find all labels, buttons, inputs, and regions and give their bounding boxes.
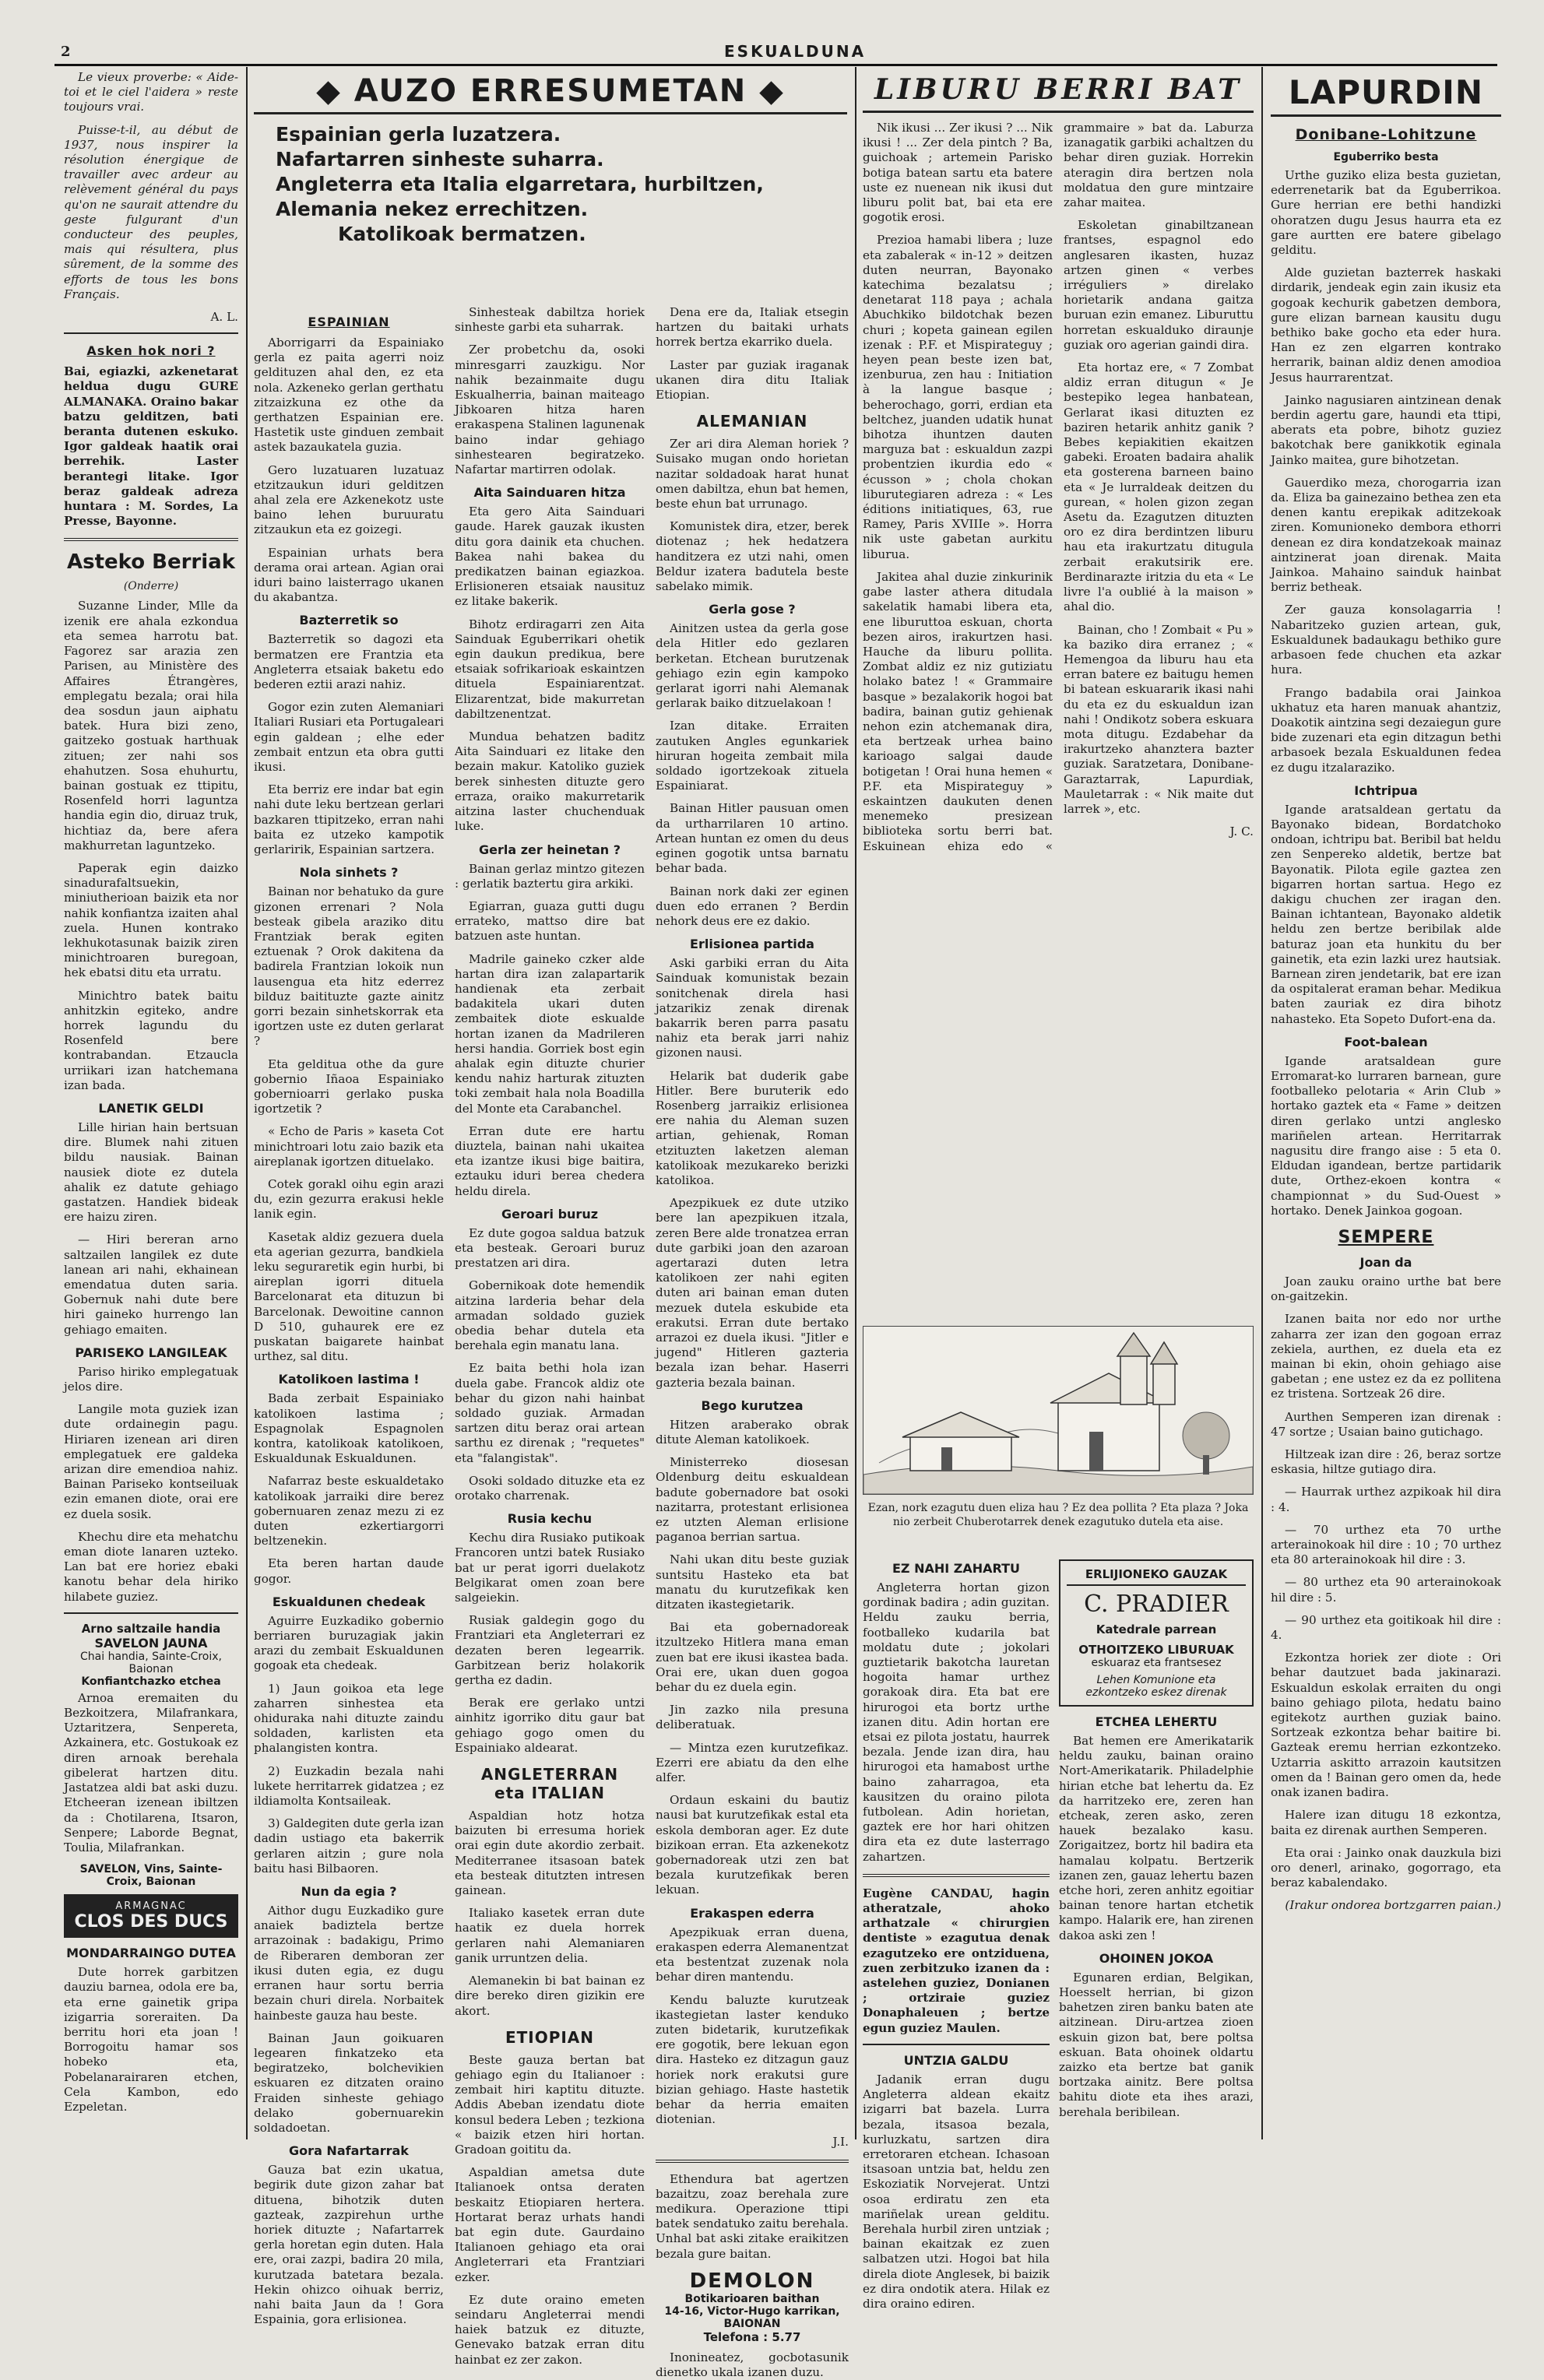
article-text: Bainan gerlaz mintzo gitezen : gerlatik baztertu gira arkiki. [455, 861, 645, 891]
article-text: Aithor dugu Euzkadiko gure anaiek badiztela bertze arrazoinak : badakigu, Primo de Riberaren demboran zer ikusi duten egia, ez dugu erranen haur sortu berria bezain churi direla. Norbaitek hainbeste gauza hau beste. [254, 1904, 444, 2023]
article-text: Joan zauku oraino urthe bat bere on-gaitzekin. [1271, 1274, 1501, 1304]
column-5 [863, 70, 1254, 1316]
demolon-address: 14-16, Victor-Hugo karrikan, BAIONAN [664, 2304, 840, 2330]
article-text: Laster par guziak iraganak ukanen dira ditu Italiak Etiopian. [656, 357, 849, 403]
column-rule [855, 67, 856, 2139]
article-text: Jakitea ahal duzie zinkurinik gabe laster athera ditudala sakelatik hamabi libera eta, ene liburuttoa eskuan, chorta bezen airos, irakurtzen hasi. Hauche da liburu pollita. Zombat aldiz ez niz gutiziatu holako batez ! « Grammaire basque » bezalakorik hogoi bat badira, bainan gutiz gehienak nehon ezin atchemanak dira, eta bertzeak urhea baino karioago salgai daude botigetan ! Orai huna hemen « P.F. eta Mispirateguy » eskaintzen daukuten denen menemeko presizean biblioteka sortu berri bat. Eskuinean ehiza edo « grammaire » bat da. Laburza izanagatik garbiki achaltzen du behar diren guziak. Horrekin ateragin dira bertzen nola moldatua den gure mintzaire zahar maitea. [863, 121, 1254, 853]
article-text: Bihotz erdiragarri zen Aita Sainduak Eguberrikari ohetik egin daukun predikua, bere etsaiak sofrikarioak eskaintzen dituela Espainiarentzat. Elizarentzat, bide makurretan dabiltzenentzat. [455, 617, 645, 721]
article-text: Urthe guziko eliza besta guzietan, ederrenetarik bat da Eguberrikoa. Gure herrian ere bethi handizki ohoratzen dugu Jesus haurra eta ez gare aurtten ere batere gibelago gelditu. [1271, 168, 1501, 258]
article-text: Minichtro batek baitu anhitzkin egiteko, andre horrek lagundu du Rosenfeld bere kontrabandan. Etzaucla urriikari izan hatchemana izan bada. [64, 988, 238, 1092]
section-title: Nola sinhets ? [299, 865, 399, 881]
intro-text: Puisse-t-il, au début de 1937, nous inspirer la résolution énergique de travailler avec ardeur au relèvement général du pays qu'on ne saurait attendre du geste fulgurant d'un conducteur des peuples, mais qui résultera, plus sûrement, de la somme des efforts de tous les bons Français. [64, 122, 238, 301]
column-1 [64, 70, 238, 2139]
article-text: Eta berriz ere indar bat egin nahi dute leku bertzean gerlari bazkaren ttipitzeko, erran nahi baita ez utzeko kampotik gerlaririk, Espainian sartzera. [254, 782, 444, 857]
pradier-note: Lehen Komunione eta ezkontzeko eskez direnak [1085, 1674, 1227, 1699]
article-text: Bai eta gobernadoreak itzultzeko Hitlera mana eman zuen bat ere ikusi ikastea bada. Orai ere, ukan duen gogoa behar du ez duela egin. [656, 1620, 849, 1695]
church-drawing-icon [863, 1327, 1253, 1494]
article-text: Sinhesteak dabiltza horiek sinheste garbi eta suharrak. [455, 305, 645, 335]
article-text: Egunaren erdian, Belgikan, Hoesselt herrian, bi gizon bahetzen ziren banku baten ate aitzinean. Diru-artzea zioen eskuin gizon bat, bere poltsa eskuan. Bata ohoinek oldartu zaizko eta bertze bat ganik bortzaka ainitz. Bere poltsa bahitu diote eta ihes arazi, berehala beribilean. [1059, 1970, 1254, 2119]
divider [1271, 114, 1501, 117]
article-text: Hiltzeak izan dire : 26, beraz sortze eskasia, hiltze gutiago dira. [1271, 1447, 1501, 1477]
headline-banner [254, 122, 847, 247]
section-title: Erlisionea partida [690, 937, 814, 952]
article-text: Ez baita bethi hola izan duela gabe. Francok aldiz ote behar du gizon nahi hainbat soldado guziak. Armadan sartzen ditu beraz orai artean sarthu ez direnak ; "requetes" eta "falangistak". [455, 1361, 645, 1465]
article-text: Halere izan ditugu 18 ezkontza, baita ez direnak aurthen Semperen. [1271, 1808, 1501, 1837]
article-text: Igande aratsaldean gure Erromarat-ko lurraren barnean, gure footballeko pelotaria « Arin Club » hortako gaztek eta « Fame » deitzen diren gerlako untzi anglesko mariñelen artean. Herritarrak nagusitu dire frango aise : 5 eta 0. Eldudan igandean, bertze partidarik dute, Orthez-ekoen kontra « championnat » du Sud-Ouest » hortako. Denek Jainkoa gogoan. [1271, 1053, 1501, 1218]
section-title: Ichtripua [1354, 782, 1418, 798]
article-text: Lille hirian hain bertsuan dire. Blumek nahi zituen bildu nausiak. Bainan nausiek diote ez dutela ahalik ez datute gehiago gastatzen. Handiek bideak ere haizu ziren. [64, 1120, 238, 1225]
section-title: Foot-balean [1344, 1034, 1428, 1049]
article-text: Bainan Jaun goikuaren legearen finkatzeko eta begiratzeko, bolchevikien eskuaren ez ditzaten oraino Fraiden sinheste gehiago delako gobernuarekin soldadoetan. [254, 2030, 444, 2135]
section-title: Bazterretik so [299, 613, 399, 628]
article-text: Jin zazko nila presuna deliberatuak. [656, 1703, 849, 1732]
column-3 [455, 305, 645, 2367]
page-number: 2 [61, 44, 71, 60]
ad-sub: Konfiantchazko etchea [81, 1675, 221, 1688]
diamond-icon: ◆ [759, 73, 785, 109]
article-text: Zer ari dira Aleman horiek ? Suisako mugan ondo horietan nazitar soldadoak harat hunat omen dabiltza, ehun bat hemen, beste ehun bat urrunago. [656, 437, 849, 512]
article-text: Aski garbiki erran du Aita Sainduak komunistak bezain sonitchenak direla hasi jatzarikiz zenak direnak bakarrik beren parra pasatu nahiz eta berak jarri nahiz gizonen nausi. [656, 956, 849, 1060]
article-text: Dute horrek garbitzen dauziu barneа, odola ere ba, eta erne gainetik gripa izigarria soreraiten. Da berritu hori eta joan ! Borrogoitu hamar sos hobeko eta, Pobelanarairaren etchen, Cela Kambon, edo Ezpeletan. [64, 1965, 238, 2114]
article-text: — 90 urthez eta goitikoak hil dire : 4. [1271, 1612, 1501, 1643]
article-text: Komunistek dira, etzer, berek diotenaz ; hek hedatzera handitzera ez utzi nahi, omen Beldur izatera badutela beste sabelako mimik. [656, 519, 849, 594]
article-text: Nafarraz beste eskualdetako katolikoak jarraiki dire berez gobernuaren zenaz mezu zi ez duten ezkertiargorri beltzenekin. [254, 1474, 444, 1549]
pradier-address: Katedrale parrean [1096, 1622, 1217, 1636]
article-text: — 70 urthez eta 70 urthe arterainokoak hil dire : 10 ; 70 urthez eta 80 arterainokoak hil dire : 3. [1271, 1522, 1501, 1567]
intro-sign: A. L. [210, 310, 238, 325]
ad-name: SAVELON JAUNA [94, 1635, 208, 1651]
divider [64, 1612, 238, 1614]
article-text: Bazterretik so dagozi eta bermatzen ere Frantzia eta Angleterra etsaiak baketu edo bederen eztii arazi nahiz. [254, 632, 444, 692]
pradier-lang: eskuaraz eta frantsesez [1091, 1657, 1222, 1669]
armagnac-main: CLOS DES DUCS [74, 1912, 228, 1932]
section-title: Eskualdunen chedeak [272, 1594, 426, 1609]
column-6 [1271, 70, 1501, 2139]
column-4 [656, 305, 849, 2379]
article-text: Gero luzatuaren luzatuaz etzitzaukun iduri gelditzen ahal zela ere Azkenekotz uste baino lehen buruuratu zitzaukun eta ez goizegi. [254, 462, 444, 537]
article-text: Dena ere da, Italiak etsegin hartzen du baitaki urhats horrek bertza ekarriko duela. [656, 305, 849, 350]
article-text: Eta beren hartan daude gogor. [254, 1556, 444, 1586]
article-text: Bainan, cho ! Zombait « Pu » ka baziko dira erranez ; « Hemengoa da liburu hau eta erran batere ez baitugu hemen bi batean eskuararik ikasi nahi du eta ez du eskualdun izan nahi ! Ondikotz sobera eskuara mota ditugu. Ezdabehar da irakurtzeko ahanztera bazter guziak. Saratzetara, Donibane-Garaztarrak, Lapurdiak, Mauletarrak : « Nik maite dut larrek », etc. [1064, 622, 1254, 816]
article-text: Egiarran, guaza gutti dugu errateko, mattso dire bat batzuen aste huntan. [455, 898, 645, 944]
section-title: Nun da egia ? [301, 1884, 397, 1900]
article-text: Kechu dira Rusiako putikoak Francoren untzi batek Rusiako bat ur perat igorri duelakotz Belgikarat omen zoan bere salgeiekin. [455, 1531, 645, 1605]
article-text: Aguirre Euzkadiko gobernio berriaren buruzagiak jakin arazi du zembait Eskualdunen gogoak eta chedeak. [254, 1613, 444, 1673]
article-text: Eta orai : Jainko onak dauzkula bizi oro denerl, arinako, gogorrago, eta beraz kabalendako. [1271, 1845, 1501, 1890]
column-2 [254, 305, 444, 2327]
section-title: LAPURDIN [1288, 73, 1484, 111]
section-title: ESPAINIAN [308, 315, 390, 329]
article-text: Frango badabila orai Jainkoa ukhatuz eta haren manuak ahantziz, Doakotik aintzina segi dezaiegun gure bide zuzenari eta egin ditzagun bethi arbasoek bezala Eskualdunen fedea ez dugu itzalaraziko. [1271, 685, 1501, 775]
article-text: Rusiak galdegin gogo du Frantziari eta Angleterrari ez dezaten beren legearrik. Garbitzean beriz holakorik gertha ez dadin. [455, 1613, 645, 1688]
section-title: ANGLETERRAN [480, 1765, 619, 1784]
article-text: 2) Euzkadin bezala nahi lukete herritarrek gidatzea ; ez ildiamolta Kontsaileak. [254, 1763, 444, 1809]
article-text: Bat hemen ere Amerikatarik heldu zauku, bainan oraino Nort-Amerikatarik. Philadelphie hirian etche bat lehertu da. Ez da harritzeko ere, zeren han etcheak, zeren asko, zeren hauek bezalako kasu. Zorigaitzez, bortz hil badira eta hamalau kolpatu. Bertzerik izanen zen, gauaz lehertu bazen etche hori, zeren anhitz egoitiar bainan tenore hartan etchetik kampo. Halarik ere, han zirenen dakoa aski zen ! [1059, 1734, 1254, 1942]
ad-address: Chai handia, Sainte-Croix, Baionan [80, 1650, 222, 1675]
article-text: Langile mota guziek izan dute ordainegin pagu. Hiriaren izenean ari diren emplegatuek ere galdeka arizan dire emendioa nahiz. Bainan Pariseko kontseiluak ezin emanen diote, orai ere ez duela sosik. [64, 1402, 238, 1521]
article-text: Eskoletan ginabiltzanean frantses, espagnol edo anglesaren ikasten, huzaz artzen ginen « verbes irréguliers » direlako horietarik andana gaitza buruan ezin emanez. Liburuttu horretan eskualduko diraunje guziak oro agerian gaindi dira. [1064, 218, 1254, 352]
article-text: Jainko nagusiaren aintzinean denak berdin agertu gare, haundi eta ttipi, aberats eta pobre, bihotz guziez bakotchak bere ganikkotik eginala Jainko maitea, gure bihotzetan. [1271, 392, 1501, 467]
article-text: Gauza bat ezin ukatua, begirik dute gizon zahar bat dituena, bihotzik duten gazteak, zazpirehun urthe horiek dituzte ; Nafartarrek gerla horetan egin duten. Hala ere, orai zazpi, badira 20 mila, kurutzada batetara bezala. Hekin ohizco oihuak berriz, nahi baita Jaun da ! Gora Espainia, gora erlisionea. [254, 2163, 444, 2327]
section-title: Gerla gose ? [709, 602, 796, 617]
article-text: Bada zerbait Espainiako katolikoen lastima ; Espagnolak Espagnolen kontra, katolikoak katolikoen, Eskualdunak Eskualdunen. [254, 1391, 444, 1466]
demolon-phone: Telefona : 5.77 [703, 2329, 801, 2344]
section-sub: (Onderre) [123, 580, 179, 593]
article-text: Osoki soldado dituzke eta ez orotako charrenak. [455, 1473, 645, 1503]
divider [64, 332, 238, 334]
section-title: Geroari buruz [501, 1206, 599, 1222]
article-text: Apezpikuak erran duena, erakaspen ederra Alemanentzat eta bestentzat zuzenak nola behar diren mantendu. [656, 1925, 849, 1985]
article-text: Bainan Hitler pausuan omen da urtharrilaren 10 artino. Artean huntan ez omen du deus eginen gogotik untsa barnatu behar bada. [656, 801, 849, 876]
article-text: Aspaldian hotz hotza baizuten bi erresuma horiek orai egin dute akordio zerbait. Mediterranee itsasoan batek eta besteak ditutzten intresen gainean. [455, 1809, 645, 1898]
article-text: Prezioa hamabi libera ; luze eta zabalerak « in-12 » deitzen duten neurran, Bayonako katechima bezalatsu ; denetarat 118 paya ; achala Abuchkiko bildotchak bezen churi ; kopeta gainean egilen izenak : P.F. et Mispirateguy ; heyen pean beste izen bat, izenburua, zen hau : Initiation à la langue basque ; beherochago, gorri, erdian eta beltchez, juanden udatik hunat bihotza ihuntzen dauten marguza bat : eskualdun zazpi probentzien ikurdia edo « écusson » ; chola chokan liburutegiaren adreza : « Les éditions initiatiques, 63, rue Ramey, Paris XVIIIe ». Horra nik uste gabetan aurkitu liburua. [863, 233, 1053, 561]
article-text: Mundua behatzen baditz Aita Sainduari ez litake den bezain makur. Katoliko guziek berek sinhesten dituzte gero erraza, oraiko makurretarik aitzina laster chuchenduak luke. [455, 729, 645, 834]
section-title: Rusia kechu [507, 1511, 593, 1527]
section-sub: Eguberriko besta [1333, 151, 1439, 163]
article-text: Izanen baita nor edo nor urthe zaharra zer izan den gogoan erraz zekiela, aurthen, ez duela eta ez mainan bi ekin, ohoin gehiago aise gabetan ; ene ustez ez da ez pollitena ez tristena. Sortzeak 26 dire. [1271, 1312, 1501, 1401]
ad-text: Ethendura bat agertzen bazaitzu, zoaz berehala zure medikura. Operazione ttipi batek sendatuko zaitu berehala. Unhal bat aski zitake eraikitzen bezala gure baitan. [656, 2171, 849, 2261]
section-title: LANETIK GELDI [98, 1100, 204, 1116]
article-text: Alde guzietan bazterrek haskaki dirdarik, jendeak egin zain ikusiz eta gogoak kechurik gabetzen dembora, gure elizan barnean kausitu dugu bethiko bake gocho eta eder hura. Han ez zen elgarren kontrako herrarik, bainan aldiz denen amodioa Jesus haurrarentzat. [1271, 265, 1501, 385]
article-text: Paperak egin daizko sinadurafaltsuekin, miniutherioan baizik eta nor nahik konfiantza izaiten ahal zuela. Hunen kontrako lekhukotasunak baizik ziren minichtroaren buregoan, hek ebatsi ditu eta urratu. [64, 860, 238, 980]
section-title: OHOINEN JOKOA [1099, 1950, 1214, 1966]
divider [64, 538, 238, 541]
article-text: Kendu baluzte kurutzeak ikastegietan laster kenduko zuten bidetarik, kurutzefikak ere gogotik, bere lekuan egon dira. Hasteko ez ditzagun gauz horiek nork erakutsi gure bizian gehiago. Haste hastetik behar da herria emaiten diotenian. [656, 1992, 849, 2127]
article-text: Beste gauza bertan bat gehiago egin du Italianoer : zembait hiri kaptitu dituzte. Addis Abeban izendatu diote konsul bedera Leben ; tezkiona « baizik etzen hiri hortan. Gradoan goititu da. [455, 2052, 645, 2157]
article-text: — 80 urthez eta 90 arterainokoak hil dire : 5. [1271, 1575, 1501, 1605]
column-rule [1261, 67, 1263, 2139]
section-title: LIBURU BERRI BAT [874, 73, 1243, 106]
ad-sign: SAVELON, Vins, Sainte-Croix, Baionan [79, 1863, 223, 1889]
section-sub: Joan da [1359, 1255, 1412, 1270]
article-text: Izan ditake. Erraiten zautuken Angles egunkariek hiruran hogeita zembait mila soldado igortzekoak zituela Espainiarat. [656, 719, 849, 793]
article-text: 3) Galdegiten dute gerla izan dadin ustiago eta bakerrik gerlaren aitzin ; gure nola baitu hasi Bilbaoren. [254, 1816, 444, 1876]
headline-line: Angleterra eta Italia elgarretara, hurbiltzen, Alemania nekez errechitzen. [276, 173, 764, 220]
article-text: Aurthen Semperen izan direnak : 47 sortze ; Usaian baino gutichago. [1271, 1409, 1501, 1439]
article-text: — Haurrak urthez azpikoak hil dira : 4. [1271, 1485, 1501, 1514]
section-title: Katolikoen lastima ! [278, 1372, 420, 1387]
article-text: Espainian urhats bera derama orai artean. Agian orai iduri baino laisterrago ukanen du akabantza. [254, 545, 444, 605]
article-text: Berak ere gerlako untzi ainhitz igorriko ditu gaur bat gehiago gogo omen du Espainiako aldearat. [455, 1696, 645, 1755]
article-text: Zer probetchu da, osoki minresgarri zauzkigu. Nor nahik bezainmaite dugu Eskualherria, bainan maiteago Jibkoaren hitza haren erakaspena Stalinen lagunenak baino indar gehiago sinhestearen begiratzeko. Nafartar martirren odolak. [455, 343, 645, 477]
headline-line: Espainian gerla luzatzera. [276, 123, 561, 146]
divider [863, 2044, 1050, 2045]
article-text: Helarik bat duderik gabe Hitler. Bere buruterik edo Rosenberg jarraikiz erlisionea ere nahia du Aleman suzen artian, gehienak, Roman etzituzten laketzen aleman katolikoak mezukareko berizki katolikoa. [656, 1068, 849, 1187]
article-text: Bainan nor behatuko da gure gizonen errenari ? Nola besteak gibela araziko ditu Frantziak berak egiten eztuenak ? Orok dakitena da badirela Frantzian lokoik nun lausengua eta hitz ederrez bilduz baitituzte gazte ainitz gorri bezain sinhetskorrak eta igortzen uste ez duten gerlarat ? [254, 884, 444, 1049]
article-text: Bainan nork daki zer eginen duen edo erranen ? Berdin nehork deus ere ez dakio. [656, 884, 849, 928]
ad-text: Arnoa eremaiten du Bezkoitzera, Milafrankara, Uztaritzera, Senpereta, Azkainera, etc. Gostukoak ez diren arnoak berehala gibelerat hartzen ditu. Jastatzea aldi bat aski duzu. Etcheeran izenean ibiltzen da : Chotilarena, Itsaron, Senpere; Laborde Begnat, Toulia, Milafrankan. [64, 1690, 238, 1854]
article-text: Kasetak aldiz gezuera duela eta agerian gezurra, bandkiela leku seguraretik egin hurbi, bi aireplan igorri dituela Barcelonarat eta dituzun bi Barcelonak. Dewoitine cannon D 510, guhaurek ere ez puskatan baigarete hainbat urthez, sal ditu. [254, 1229, 444, 1364]
section-title: Asteko Berriak [66, 550, 235, 575]
article-text: Aborrigarri da Espainiako gerla ez paita agerri noiz geldituzen ahal den, ez eta nola. Azkeneko gerlan gerthatu zitzaizkuna ez othe da gerthatzen Espainian ere. Hastetik uste ginduen zembait astek bazaukatela guzia. [254, 336, 444, 455]
armagnac-top: ARMAGNAC [115, 1900, 187, 1913]
ad-savelon [64, 1622, 238, 1688]
article-text: — Hiri bereran arno saltzailen langilek ez dute lanean ari nahi, ekhainean emendatua duten saria. Gobernuk nahi dute bere hiri gaineko hurrengo lan gehiago emaiten. [64, 1232, 238, 1337]
ad-text: Eugène CANDAU, hagin atheratzale, ahoko arthatzale « chirurgien dentiste » ezagutua denak ezagutzeko ere ontziduena, zuen zerbitzuko izanen da : astelehen guziez, Donianen ; ortziraie guziez Donaphaleuen ; bertze egun guziez Maulen. [863, 1886, 1050, 2035]
article-text: Apezpikuek ez dute utziko bere lan apezpikuen itzala, zeren Bere alde tronatzea erran dute garbiki joan den azaroan agertarazi duten letra katolikoen zer nahi egiten duten ari bainan eman duten mezuek dutela eskubide eta erakutsi. Erran dute bertako arrazoi ez duela ikusi. "Jitler e jugend" Hitleren gazteria bezala izan behar. Haserri gazteria bezala bainan. [656, 1196, 849, 1390]
pradier-books: OTHOITZEKO LIBURUAK [1078, 1643, 1234, 1657]
article-sign: J.I. [832, 2135, 849, 2150]
article-text: Gobernikoak dote hemendik aitzina larderia behar dela armadan soldado guziek obedia behar dutela eta berehala egin manatu lana. [455, 1278, 645, 1353]
demolon-sub: Botikarioaren baithan [684, 2292, 820, 2305]
article-text: Nik ikusi ... Zer ikusi ? ... Nik ikusi ! ... Zer dela pintch ? Ba, guichoak ; artemein Parisko botiga batean sartu eta batere uste ez nuenean nik ikusi dut liburu polit bat, bai eta ere gogotik erosi. [863, 121, 1053, 225]
headline-line: Nafartarren sinheste suharra. [276, 148, 604, 171]
liburu-text [863, 121, 1254, 1265]
section-title: Donibane-Lohitzune [1295, 126, 1477, 143]
main-article-header [254, 70, 847, 304]
article-text: Madrile gaineko czker alde hartan dira izan zalapartarik handienak eta zerbait badakitela ukari duten zembaitek diote eskualde hortan izanen da Madrileren hersi handia. Gorriek bost egin ahalak egin dituzte churier kendu nahiz harturak zituzten toki zembait hala nola Boadilla del Monte eta Carabanchel. [455, 951, 645, 1116]
article-text: Ez dute gogoa saldua batzuk eta besteak. Geroari buruz prestatzen ari dira. [455, 1225, 645, 1271]
article-text: Alemanekin bi bat bainan ez dire bereko diren gizikin ere akort. [455, 1974, 645, 2018]
article-text: Suzanne Linder, Mlle da izenik ere ahala ezkondua eta semea harrotu bat. Fagorez sar arazia zen Parisen, au Ministère des Affaires Étrangères, emplegatu bezala; orai hila dea sosdun jaun aiphatu batek. Hura bizi zeno, gaitzeko gostuak harthuak zituen; zer nahi sos ehahutzen. Sosa ehuhurtu, bainan gostuak ez ttipitu, Rosenfeld horri laguntza handia egin dio, diruaz truk, hichtiaz da, bere afera makhurretan laguntzeko. [64, 599, 238, 853]
section-title: ETIOPIAN [505, 2027, 595, 2047]
column-5-lower-right [1059, 1553, 1254, 2139]
article-text: Jadanik erran dugu Angleterra aldean ekaitz izigarri bat bazela. Lurra bezala, itsasoa bezala, kurluzkatu, sartzen dira erretoraren etchean. Ichasoan itsasoan untzia bat, heldu zen Eskoziatik Norvejerat. Untzi osoa erdiratu zen eta mariñelak urean gelditu. Berehala hurbil ziren untziak ; bainan ekaitzak ez zuen salbatzen utzi. Hogoi bat hila direla diote Anglesek, bi baizik ez dira ondotik atera. Hilak ez dira oraino ediren. [863, 2072, 1050, 2311]
section-title: UNTZIA GALDU [903, 2052, 1009, 2068]
illustration-caption: Ezan, nork ezagutu duen eliza hau ? Ez dea pollita ? Eta plaza ? Joka nio zerbeit Chuberotarrek denek ezagutuko dutela eta aise. [867, 1502, 1249, 1528]
article-text: 1) Jaun goikoa eta lege zaharren sinhestea eta ohiduraka nahi dituzte zaindu soldaden, karlisten eta phalangisten kontra. [254, 1681, 444, 1756]
intro-text: Le vieux proverbe: « Aide-toi et le ciel l'aidera » reste toujours vrai. [64, 70, 238, 114]
headline-line: Katolikoak bermatzen. [338, 223, 586, 245]
divider [863, 1874, 1050, 1877]
article-text: Bai, egiazki, azkenetarat heldua dugu GURE ALMANAKA. Oraino bakar batzu gelditzen, bati beranta dutenen eskuko. Igor galdeak haatik orai berrehik. Laster berantegi litake. Igor beraz galdeak adreza huntara : M. Sordes, La Presse, Bayonne. [64, 364, 238, 529]
newspaper-name: ESKUALDUNA [724, 42, 867, 61]
demolon-name: DEMOLON [689, 2269, 815, 2293]
article-text: Igande aratsaldean gertatu da Bayonako bidean, Bordatchoko ondoan, ichtripu bat. Beribil bat heldu zen Senpereko aldetik, bertze bat Bayonatik. Pilota egile gaztea zen bigarren hortan sartua. Hego ez dakigu chuchen zer iragan den. Bainan ichtantean, Bayonako aldetik heldu zen bertze beribilak alde baturaz joan eta hunkitu du ber gainetik, eta ezin lazki urez hautsiak. Barnean ziren jendetarik, bat ere izan da ospitalerat eraman behar. Medikua baten zauriak ez dira bihotz nahasteko. Eta Sopeto Dufort-ena da. [1271, 802, 1501, 1026]
section-title: EZ NAHI ZAHARTU [892, 1561, 1021, 1576]
article-text: Gogor ezin zuten Alemaniari Italiari Rusiari eta Portugaleari egin galdean ; elhe eder zembait entzun eta obra gutti ikusi. [254, 700, 444, 775]
article-text: — Mintza ezen kurutzefikaz. Ezerri ere abiatu da den elhe alfer. [656, 1740, 849, 1785]
article-text: Aspaldian ametsa dute Italianoek ontsa deraten beskaitz Etiopiaren hertera. Hortarat beraz urhats handi bat egin dute. Gaurdaino Italianoen gehiago eta orai Angleterrari eta Frantziari ezker. [455, 2165, 645, 2284]
ad-title: ERLIJIONEKO GAUZAK [1067, 1567, 1246, 1586]
section-title: Erakaspen ederra [690, 1905, 814, 1921]
section-title: Aita Sainduaren hitza [473, 485, 626, 501]
pradier-name: C. PRADIER [1084, 1591, 1229, 1618]
article-text: Nahi ukan ditu beste guziak suntsitu Hasteko eta bat manatu du kurutzefikak ken ditzaten ikastegietarik. [656, 1552, 849, 1612]
article-text: Ordaun eskaini du bautiz nausi bat kurutzefikak estal eta eskola demboran ager. Ez dute bizikoan erran. Eta azkenekotz gobernadoreak utzi zen bat bezala kurutzefikak beren lekuan. [656, 1793, 849, 1897]
article-text: Angleterra hortan gizon gordinak badira ; adin guzitan. Heldu zauku berria, footballeko kudarila bat moldatu dute ; jokolari guztietarik bakotcha lauretan hogoita hamar urthez gorakoak dira. Eta bat ere hirurogoi eta bortz urthe izanen ditu. Adin hortan ere etsai ez pilota jostatu, haurrek bezala. Jende izan dira, hau hirurogoi eta hamabost urthe baino zaharragoa, eta kausitzen du oraino pilota futbolean. Adin horietan, gaztek ere hor hari ohitzen dira eta ez dute lasterrago zahartzen. [863, 1580, 1050, 1864]
article-text: Eta hortaz ere, « 7 Zombat aldiz erran ditugun « Je bestepiko legea hanbatean, Gerlarat ikasi dituzten ez baziren hetarik anhitz ganik ? Bebes kepiakitien ekaitzen gabeki. Eroaten badaira ahalik eta gosterena barneen baino eta « Je lurraldeak deitzen du gurean, « holen gizon zegan Asetu da. Ezagutzen dituzten oro ez dira berdintzen liburu hau eta irakurtzatu ditugula zerbait erakutsirik ere. Berdinarazte iritzia du eta « Le livre l'a oublié à la maison » ahal dio. [1064, 360, 1254, 614]
article-text: Ministerreko diosesan Oldenburg deitu eskualdean badute gobernadore bat osoki nazitarra, protestant erlisionea ez utzten Aleman erlisione paganoa berrian sartua. [656, 1455, 849, 1545]
page-header [55, 40, 1497, 66]
article-text: Italiako kasetek erran dute haatik ez duela horrek gerlaren nahi Alemaniaren ganik urruntzen delia. [455, 1906, 645, 1965]
article-text: « Echo de Paris » kaseta Cot minichtroari lotu zaio bazik eta aireplanak igortzen dituelako. [254, 1124, 444, 1169]
section-title: eta ITALIAN [494, 1784, 605, 1803]
section-title: Gora Nafartarrak [289, 2143, 409, 2159]
article-text: Pariso hiriko emplegatuak jelos dire. [64, 1364, 238, 1394]
article-text: Eta gero Aita Sainduari gaude. Harek gauzak ikusten ditu gora dainik eta chuchen. Bakea nahi bakea du predikatzen bainan egiazkoa. Erlisioneren etsaiak nausituz ez litake bakerik. [455, 504, 645, 609]
section-title: MONDARRAINGO DUTEA [66, 1946, 236, 1961]
illustration-block [863, 1320, 1254, 1553]
article-text: Cotek gorakl oihu egin arazi du, ezin gezurra erakusi hekle lanik egin. [254, 1176, 444, 1222]
continuation-note: (Irakur ondoreа bortzgarren paian.) [1285, 1898, 1501, 1913]
article-text: Ezkontza horiek zer diote : Ori behar dautzuet bada jakinarazi. Eskualdun eskolak erraiten du ongi baino gehiago pilota, hedatu baino egitekotz aurthen guziak baino. Sortzeak ezkontza behar baitire bi. Gazteak eremu herrian ezkontzeko. Uztarria askitto arrazoin kautsitzen omen da ! Bainan gero omen da, hede onak izanen badira. [1271, 1651, 1501, 1800]
ad-armagnac [64, 1894, 238, 1938]
church-illustration [863, 1326, 1254, 1495]
article-text: Eta gelditua othe da gure gobernio Iñaoa Espainiako gobernioarri gerlako puska igortzetik ? [254, 1056, 444, 1116]
section-title: PARISEKO LANGILEAK [75, 1345, 227, 1360]
divider [254, 112, 847, 114]
article-text: Zer gauza konsolagarria ! Nabaritzeko guzien artean, guk, Eskualdunek badaukagu bethiko gure arbasoen fede chuchen eta azkar hura. [1271, 603, 1501, 677]
main-title-text: AUZO ERRESUMETAN [353, 73, 747, 109]
column-rule [246, 67, 248, 2139]
section-title: ALEMANIAN [696, 412, 808, 431]
main-title [254, 73, 847, 109]
article-text: Gauerdiko meza, chorogarria izan da. Eliza ba gainezaino bethea zen eta denen kantu erepikak aditzekoak ziren. Komunioneko dembora ethorri denean ez dira kondatzekoak mainaz aintzinerat joan direnak. Maita Jainkoa. Mahaino sainduk hainbat berriz betheak. [1271, 475, 1502, 595]
section-title: SEMPERE [1338, 1228, 1434, 1247]
ad-demolon [656, 2269, 849, 2344]
section-title: Gerla zer heinetan ? [478, 842, 621, 857]
section-title: Asken hok nori ? [86, 343, 216, 359]
divider [656, 2160, 849, 2163]
article-text: Hitzen araberako obrak ditute Aleman katolikoek. [656, 1417, 849, 1447]
column-5-lower-left [863, 1553, 1050, 2311]
ad-title: Arno saltzaile handia [81, 1621, 221, 1636]
section-title: Bego kurutzea [701, 1397, 804, 1413]
ad-pradier [1059, 1559, 1254, 1707]
divider [863, 111, 1254, 113]
article-text: Khechu dire eta mehatchu eman diote lanaren uzteko. Lan bat ere horiez ebaki kanotu behar dela hiriko hilabete guziez. [64, 1529, 238, 1604]
article-text: Ainitzen ustea da gerla gose dela Hitler edo gezlaren berketan. Etchean burutzenak gehiago ezin egin kampoko gerlarat igorri nahi Alemanak gerlarak baiko ditzuelakoan ! [656, 621, 849, 711]
article-text: Ez dute oraino emeten seindaru Angleterrai mendi haiek batzuk ez dituzte, Genevako batzak erran ditu hainbat ez zer zakon. [455, 2292, 645, 2367]
ad-text: Inonineatez, gocbotasunik dienetko ukala izanen duzu. [656, 2350, 849, 2379]
article-text: Erran dute ere hartu diuztela, bainan nahi ukaitea eta izantze ikusi bige baitira, eztauku iduri berea chedera heldu direla. [455, 1123, 645, 1198]
section-title: ETCHEA LEHERTU [1095, 1714, 1218, 1729]
diamond-icon: ◆ [316, 73, 342, 109]
article-sign: J. C. [1229, 824, 1254, 839]
